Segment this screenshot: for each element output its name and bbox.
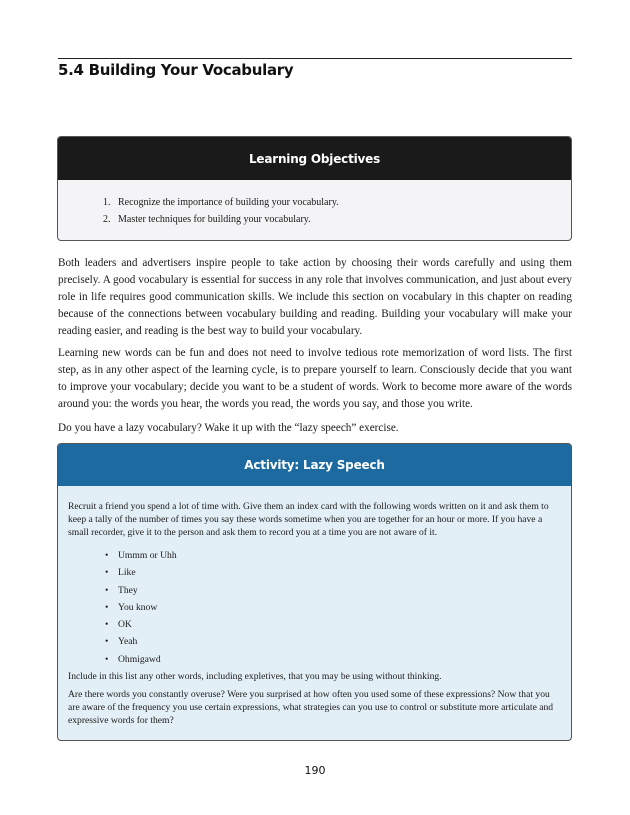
bullet-icon: • [105, 584, 109, 596]
body-paragraph: Learning new words can be fun and does not need to involve tedious rote memorization of word lists. The first step, as in any other aspect of the learning cycle, is to prepare yourself to learn. Consciously decide that you want to improve your vocabulary; decide you want to be a student of words. Work to become more aware of the words around you: the words you hear, the words you read, the words you say, and those you write. [58, 347, 572, 410]
page-number: 190 [304, 764, 326, 777]
list-item: • Ummm or Uhh [105, 547, 177, 564]
body-paragraph: Both leaders and advertisers inspire people to take action by choosing their words carefully and using them precisely. A good vocabulary is essential for success in any role that involves communication, and just about every role in life requires good communication skills. We include this section on vocabulary in this chapter on reading because of the connections between vocabulary building and reading. Building your vocabulary will make your reading easier, and reading is the best way to build your vocabulary. [58, 257, 572, 337]
list-item: • Yeah [105, 633, 177, 650]
section-heading: 5.4 Building Your Vocabulary [58, 61, 294, 79]
activity-note: Include in this list any other words, including expletives, that you may be using without thinking. [68, 671, 442, 682]
bullet-icon: • [105, 619, 109, 631]
objective-item: 2. Master techniques for building your vocabulary. [103, 214, 311, 225]
body-paragraph: Do you have a lazy vocabulary? Wake it up with the “lazy speech” exercise. [58, 422, 399, 434]
bullet-icon: • [105, 567, 109, 579]
objective-item: 1. Recognize the importance of building your vocabulary. [103, 197, 339, 208]
learning-objectives-box [57, 136, 572, 241]
bullet-icon: • [105, 653, 109, 665]
activity-box [57, 443, 572, 741]
activity-question: Are there words you constantly overuse? Were you surprised at how often you used some of these expressions? Now that you are aware of the frequency you use certain expressions, what strategies can you use to control or substitute more articulate and expressive words for them? [68, 689, 554, 727]
bullet-icon: • [105, 601, 109, 613]
list-item: • Ohmigawd [105, 651, 177, 668]
lazy-words-list [105, 547, 177, 668]
list-item: • You know [105, 599, 177, 616]
list-item: • They [105, 582, 177, 599]
list-item: • OK [105, 616, 177, 633]
learning-objectives-list [103, 194, 339, 228]
list-item: • Like [105, 564, 177, 581]
bullet-icon: • [105, 550, 109, 561]
learning-objectives-title: Learning Objectives [58, 137, 571, 180]
bullet-icon: • [105, 636, 109, 648]
activity-intro: Recruit a friend you spend a lot of time with. Give them an index card with the following words written on it and ask them to keep a tally of the number of times you say these words sometime when you are together for an hour or more. If you have a small recorder, give it to the person and ask them to record you at a time you are not aware of it. [68, 501, 549, 539]
activity-title: Activity: Lazy Speech [58, 444, 571, 486]
header-rule [58, 58, 572, 59]
